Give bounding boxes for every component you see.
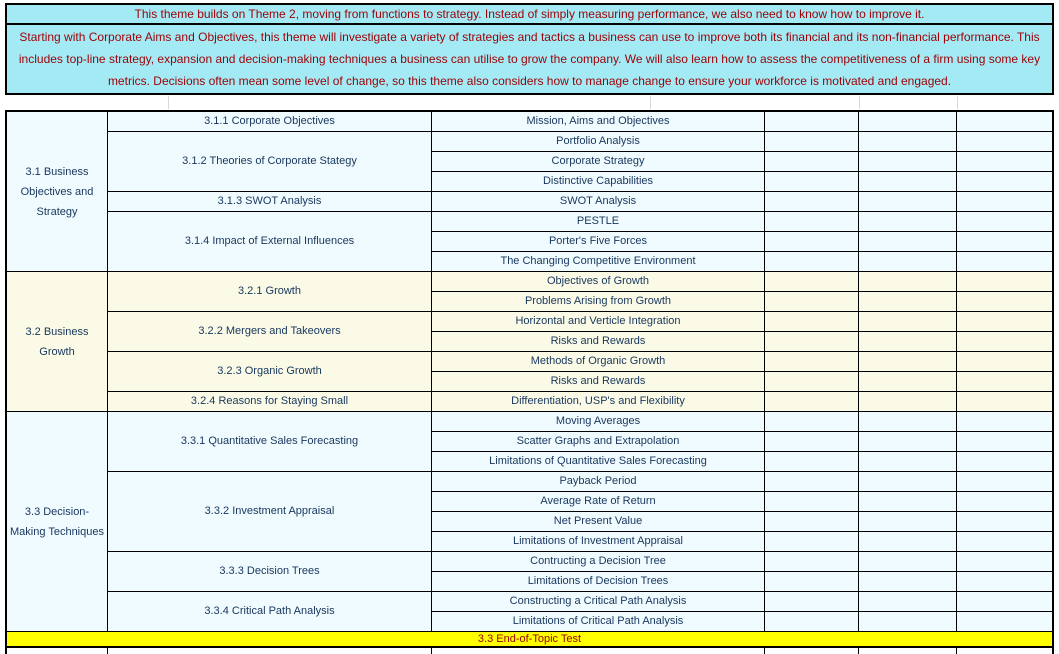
subtopic-cell: 3.2.4 Reasons for Staying Small	[108, 392, 432, 412]
lesson-cell: Risks and Rewards	[432, 332, 765, 352]
lesson-cell: Contructing a Decision Tree	[432, 552, 765, 572]
progress-cell[interactable]	[765, 392, 859, 412]
progress-cell[interactable]	[765, 232, 859, 252]
lesson-cell: Moving Averages	[432, 412, 765, 432]
progress-cell[interactable]	[765, 552, 859, 572]
progress-cell[interactable]	[859, 492, 957, 512]
curriculum-table	[5, 110, 1054, 648]
progress-cell[interactable]	[859, 572, 957, 592]
progress-cell[interactable]	[765, 312, 859, 332]
subtopic-cell: 3.2.3 Organic Growth	[108, 352, 432, 392]
lesson-cell: Horizontal and Verticle Integration	[432, 312, 765, 332]
lesson-cell: Corporate Strategy	[432, 152, 765, 172]
progress-cell[interactable]	[957, 612, 1052, 632]
progress-cell[interactable]	[859, 332, 957, 352]
lesson-cell: Payback Period	[432, 472, 765, 492]
progress-cell[interactable]	[765, 192, 859, 212]
subtopic-cell: 3.1.2 Theories of Corporate Stategy	[108, 132, 432, 192]
progress-cell[interactable]	[859, 372, 957, 392]
progress-cell[interactable]	[957, 312, 1052, 332]
lesson-cell: PESTLE	[432, 212, 765, 232]
progress-cell[interactable]	[957, 492, 1052, 512]
lesson-cell: Objectives of Growth	[432, 272, 765, 292]
theme-cell: 3.3 Decision-Making Techniques	[7, 412, 108, 632]
progress-cell[interactable]	[765, 592, 859, 612]
progress-cell[interactable]	[859, 272, 957, 292]
progress-cell[interactable]	[765, 452, 859, 472]
progress-cell[interactable]	[957, 432, 1052, 452]
subtopic-cell: 3.3.1 Quantitative Sales Forecasting	[108, 412, 432, 472]
progress-cell[interactable]	[859, 192, 957, 212]
lesson-cell: Porter's Five Forces	[432, 232, 765, 252]
theme-cell: 3.1 Business Objectives and Strategy	[7, 112, 108, 272]
progress-cell[interactable]	[859, 232, 957, 252]
lesson-cell: Limitations of Critical Path Analysis	[432, 612, 765, 632]
partial-cell	[108, 648, 432, 654]
progress-cell[interactable]	[859, 172, 957, 192]
progress-cell[interactable]	[957, 352, 1052, 372]
progress-cell[interactable]	[859, 472, 957, 492]
partial-cell	[859, 648, 957, 654]
progress-cell[interactable]	[765, 352, 859, 372]
subtopic-cell: 3.3.2 Investment Appraisal	[108, 472, 432, 552]
subtopic-cell: 3.1.1 Corporate Objectives	[108, 112, 432, 132]
progress-cell[interactable]	[859, 152, 957, 172]
progress-cell[interactable]	[765, 612, 859, 632]
progress-cell[interactable]	[957, 232, 1052, 252]
progress-cell[interactable]	[859, 552, 957, 572]
partial-cell	[432, 648, 765, 654]
progress-cell[interactable]	[859, 592, 957, 612]
lesson-cell: Problems Arising from Growth	[432, 292, 765, 312]
progress-cell[interactable]	[957, 192, 1052, 212]
progress-cell[interactable]	[859, 352, 957, 372]
progress-cell[interactable]	[765, 132, 859, 152]
lesson-cell: Constructing a Critical Path Analysis	[432, 592, 765, 612]
lesson-cell: Portfolio Analysis	[432, 132, 765, 152]
lesson-cell: Limitations of Decision Trees	[432, 572, 765, 592]
progress-cell[interactable]	[957, 452, 1052, 472]
progress-cell[interactable]	[765, 212, 859, 232]
progress-cell[interactable]	[957, 112, 1052, 132]
progress-cell[interactable]	[859, 252, 957, 272]
lesson-cell: SWOT Analysis	[432, 192, 765, 212]
progress-cell[interactable]	[957, 252, 1052, 272]
progress-cell[interactable]	[765, 272, 859, 292]
progress-cell[interactable]	[859, 292, 957, 312]
progress-cell[interactable]	[957, 172, 1052, 192]
gridline	[168, 96, 169, 109]
lesson-cell: Mission, Aims and Objectives	[432, 112, 765, 132]
subtopic-cell: 3.1.3 SWOT Analysis	[108, 192, 432, 212]
subtopic-cell: 3.3.4 Critical Path Analysis	[108, 592, 432, 632]
progress-cell[interactable]	[957, 412, 1052, 432]
lesson-cell: Methods of Organic Growth	[432, 352, 765, 372]
progress-cell[interactable]	[957, 572, 1052, 592]
progress-cell[interactable]	[957, 272, 1052, 292]
gridline	[957, 96, 958, 109]
progress-cell[interactable]	[765, 472, 859, 492]
progress-cell[interactable]	[765, 332, 859, 352]
progress-cell[interactable]	[859, 432, 957, 452]
progress-cell[interactable]	[765, 252, 859, 272]
progress-cell[interactable]	[957, 332, 1052, 352]
progress-cell[interactable]	[859, 452, 957, 472]
progress-cell[interactable]	[957, 292, 1052, 312]
progress-cell[interactable]	[859, 412, 957, 432]
progress-cell[interactable]	[957, 512, 1052, 532]
gridline	[650, 96, 651, 109]
lesson-cell: Limitations of Investment Appraisal	[432, 532, 765, 552]
progress-cell[interactable]	[765, 432, 859, 452]
progress-cell[interactable]	[859, 612, 957, 632]
progress-cell[interactable]	[957, 372, 1052, 392]
progress-cell[interactable]	[957, 132, 1052, 152]
progress-cell[interactable]	[957, 472, 1052, 492]
subtopic-cell: 3.3.3 Decision Trees	[108, 552, 432, 592]
lesson-cell: Average Rate of Return	[432, 492, 765, 512]
progress-cell[interactable]	[859, 532, 957, 552]
progress-cell[interactable]	[859, 132, 957, 152]
lesson-cell: Distinctive Capabilities	[432, 172, 765, 192]
lesson-cell: Risks and Rewards	[432, 372, 765, 392]
progress-cell[interactable]	[765, 112, 859, 132]
progress-cell[interactable]	[859, 212, 957, 232]
theme-description-note: Starting with Corporate Aims and Objectives, this theme will investigate a variety of strategies and tactics a business can use to improve both its financial and its non-financial performance. This includes top-line strategy, expansion and decision-making techniques a business can utilise to grow the company. We will also learn how to assess the competitiveness of a firm using some key metrics. Decisions often mean some level of change, so this theme also considers how to manage change to ensure your workforce is motivated and engaged.	[5, 23, 1054, 95]
partial-cell	[7, 648, 108, 654]
progress-cell[interactable]	[765, 372, 859, 392]
progress-cell[interactable]	[957, 152, 1052, 172]
gridline	[859, 96, 860, 109]
subtopic-cell: 3.2.2 Mergers and Takeovers	[108, 312, 432, 352]
lesson-cell: Scatter Graphs and Extrapolation	[432, 432, 765, 452]
end-of-topic-test-row: 3.3 End-of-Topic Test	[7, 632, 1052, 646]
theme-cell: 3.2 Business Growth	[7, 272, 108, 412]
progress-cell[interactable]	[859, 112, 957, 132]
progress-cell[interactable]	[859, 392, 957, 412]
progress-cell[interactable]	[957, 392, 1052, 412]
partial-cell	[957, 648, 1052, 654]
progress-cell[interactable]	[859, 512, 957, 532]
progress-cell[interactable]	[957, 552, 1052, 572]
partial-next-row	[5, 648, 1054, 654]
lesson-cell: The Changing Competitive Environment	[432, 252, 765, 272]
lesson-cell: Limitations of Quantitative Sales Forecasting	[432, 452, 765, 472]
progress-cell[interactable]	[765, 492, 859, 512]
theme-intro-note: This theme builds on Theme 2, moving from functions to strategy. Instead of simply measuring performance, we also need to know how to improve it.	[5, 3, 1054, 23]
progress-cell[interactable]	[859, 312, 957, 332]
progress-cell[interactable]	[957, 532, 1052, 552]
lesson-cell: Differentiation, USP's and Flexibility	[432, 392, 765, 412]
progress-cell[interactable]	[957, 592, 1052, 612]
progress-cell[interactable]	[765, 412, 859, 432]
progress-cell[interactable]	[765, 292, 859, 312]
progress-cell[interactable]	[765, 152, 859, 172]
progress-cell[interactable]	[765, 532, 859, 552]
progress-cell[interactable]	[765, 172, 859, 192]
lesson-cell: Net Present Value	[432, 512, 765, 532]
subtopic-cell: 3.2.1 Growth	[108, 272, 432, 312]
progress-cell[interactable]	[765, 512, 859, 532]
subtopic-cell: 3.1.4 Impact of External Influences	[108, 212, 432, 272]
partial-cell	[765, 648, 859, 654]
progress-cell[interactable]	[957, 212, 1052, 232]
progress-cell[interactable]	[765, 572, 859, 592]
